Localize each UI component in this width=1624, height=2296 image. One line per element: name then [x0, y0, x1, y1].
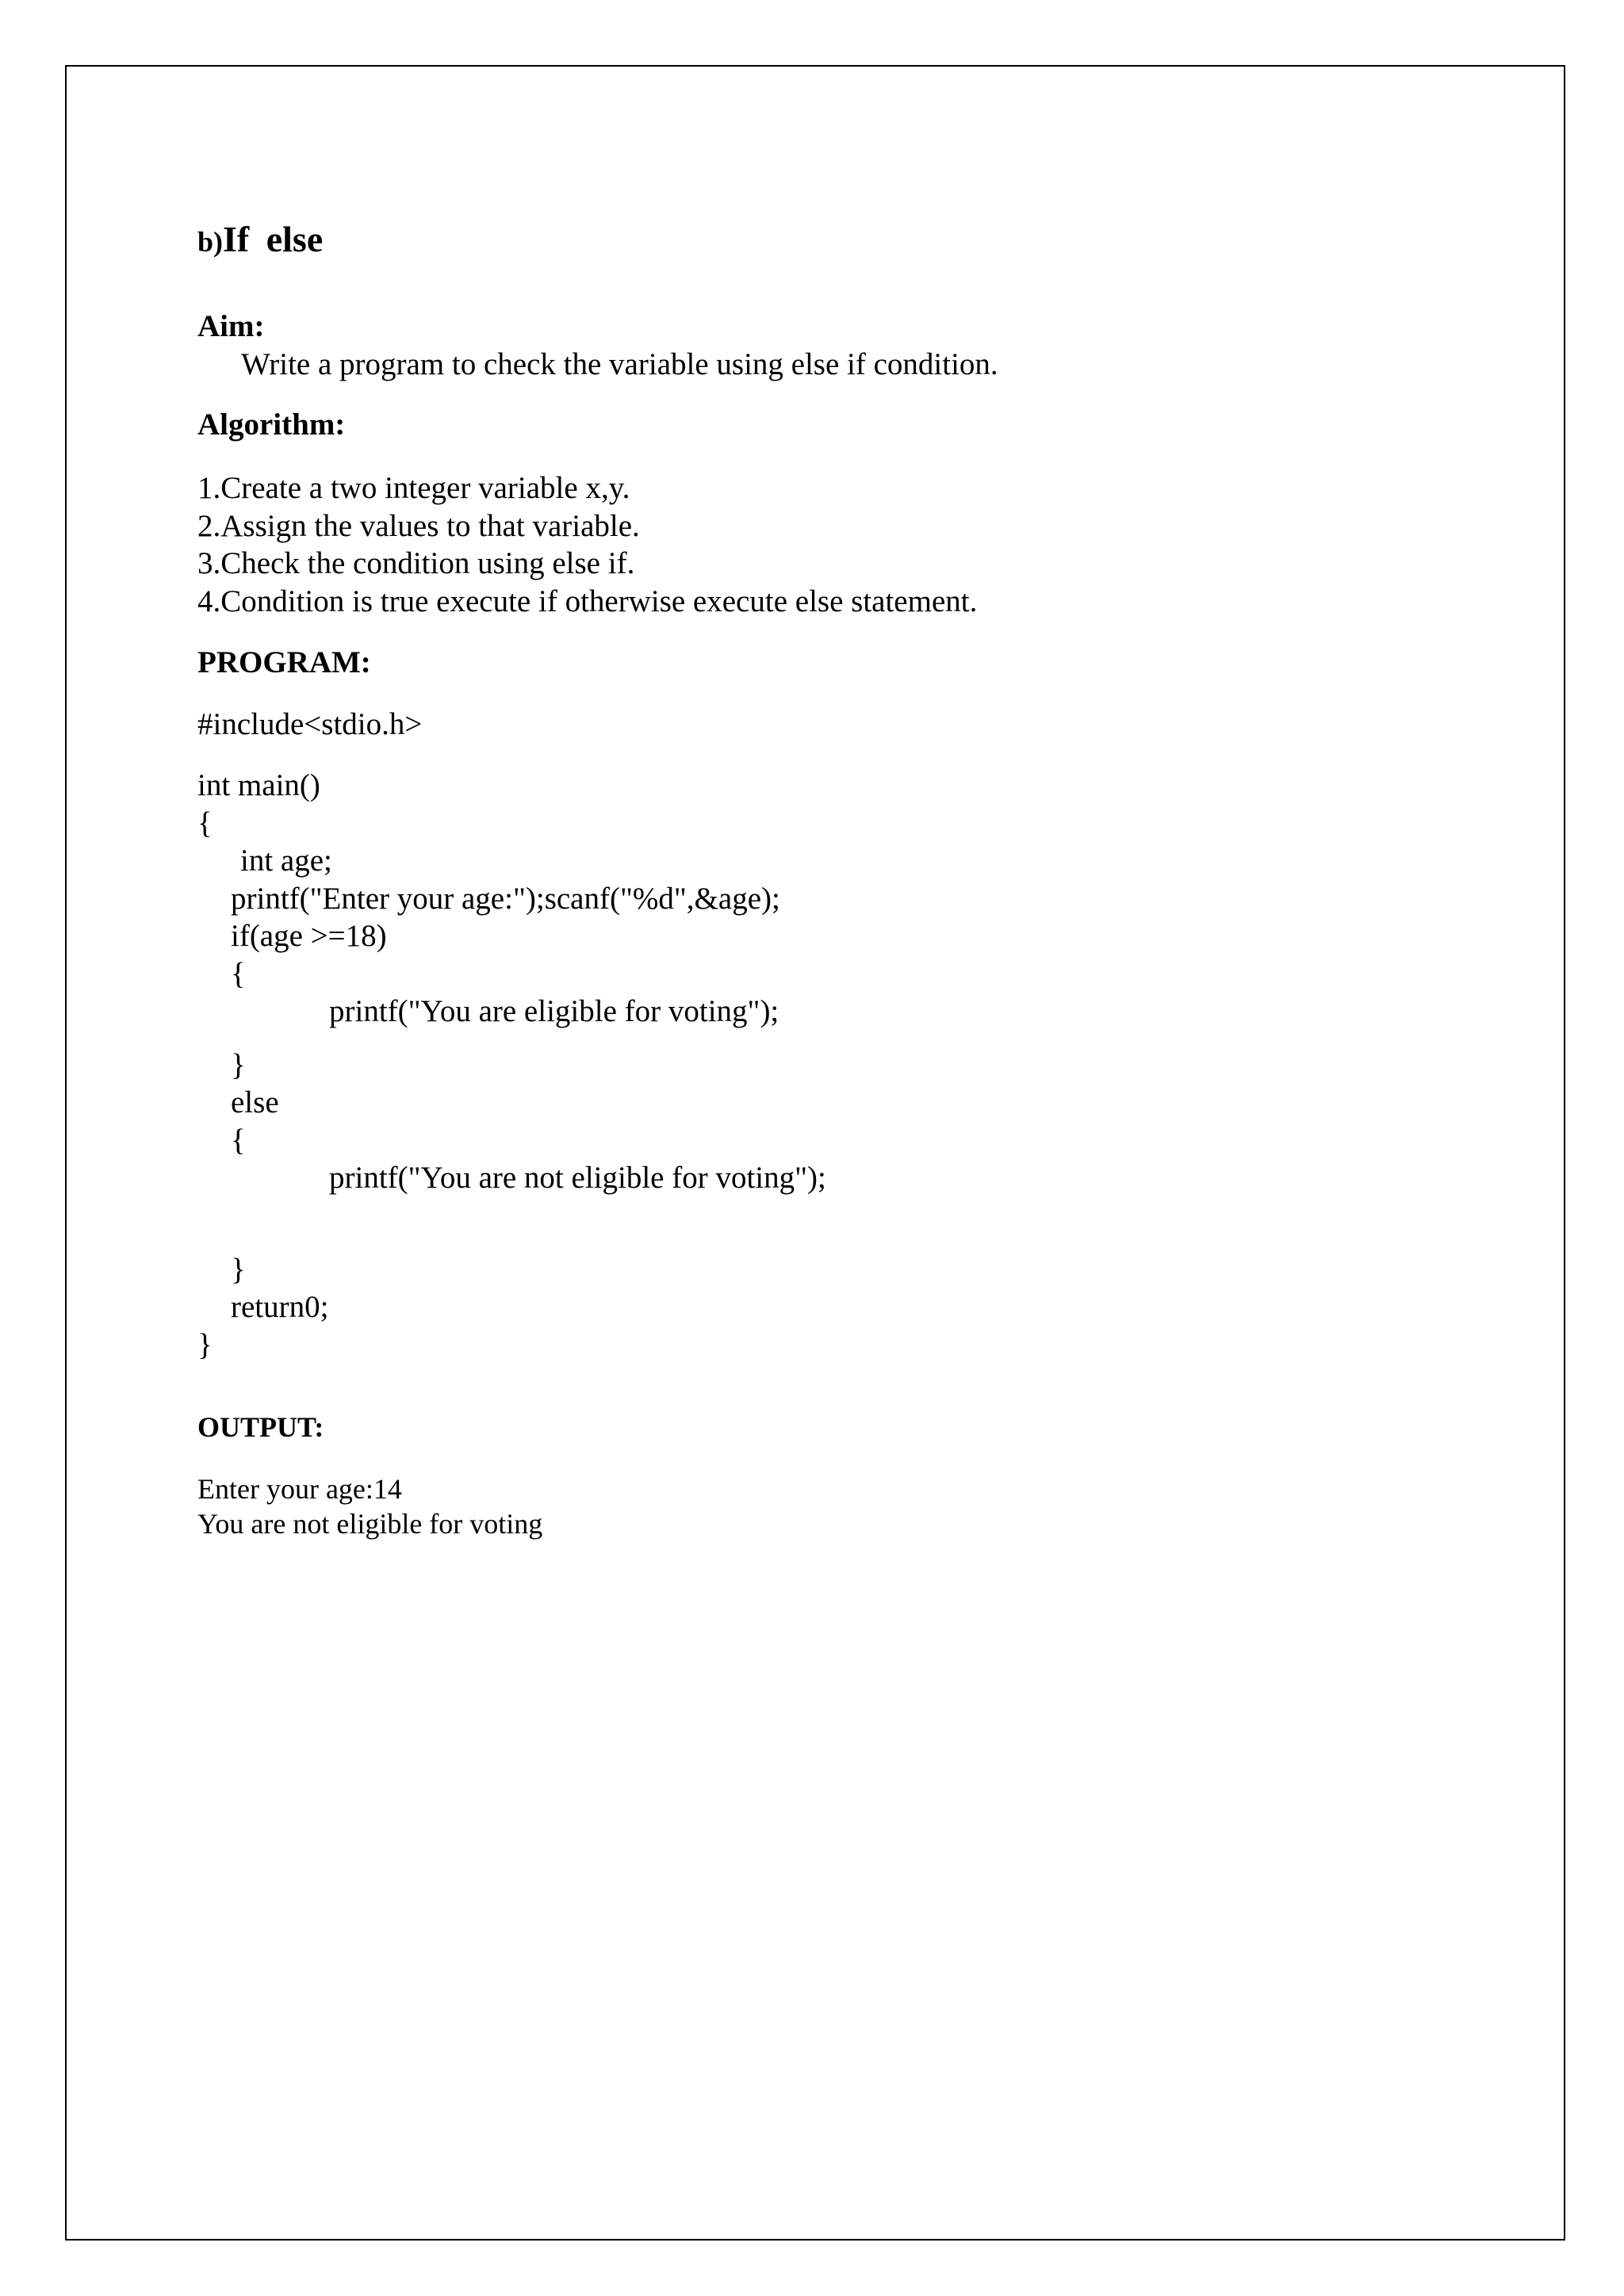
- code-line: int main(): [197, 768, 320, 802]
- document-content: [197, 216, 1506, 1541]
- aim-heading: Aim:: [197, 309, 265, 343]
- algorithm-step: 1.Create a two integer variable x,y.: [197, 471, 630, 505]
- code-line: else: [231, 1085, 279, 1119]
- code-line: printf("Enter your age:");scanf("%d",&age);: [231, 881, 780, 916]
- output-block: [197, 1471, 1506, 1541]
- algorithm-heading: Algorithm:: [197, 408, 346, 442]
- code-spacer: [197, 1031, 1506, 1047]
- code-line: if(age >=18): [231, 919, 387, 953]
- algorithm-steps: [197, 469, 1506, 620]
- code-spacer: [197, 1197, 1506, 1251]
- aim-text: Write a program to check the variable using else if condition.: [241, 347, 998, 381]
- program-heading: PROGRAM:: [197, 645, 371, 679]
- section-title: [197, 216, 1506, 263]
- output-heading: OUTPUT:: [197, 1411, 324, 1443]
- code-line: }: [197, 1327, 213, 1362]
- algorithm-step: 3.Check the condition using else if.: [197, 546, 635, 580]
- code-line: }: [231, 1047, 246, 1082]
- code-line: int age;: [240, 844, 332, 878]
- code-line: {: [231, 956, 246, 991]
- code-line: printf("You are not eligible for voting");: [329, 1161, 826, 1195]
- algorithm-step: 2.Assign the values to that variable.: [197, 508, 640, 543]
- section-title-main: If else: [223, 219, 324, 259]
- include-line: #include<stdio.h>: [197, 707, 423, 741]
- code-block: [197, 767, 1506, 1364]
- code-line: {: [231, 1123, 246, 1158]
- output-line: You are not eligible for voting: [197, 1508, 543, 1540]
- code-line: {: [197, 806, 213, 840]
- section-title-prefix: b): [197, 226, 224, 258]
- output-line: Enter your age:14: [197, 1473, 402, 1505]
- code-line: }: [231, 1252, 246, 1287]
- code-line: printf("You are eligible for voting");: [329, 994, 779, 1028]
- code-line: return0;: [231, 1290, 329, 1324]
- algorithm-step: 4.Condition is true execute if otherwise execute else statement.: [197, 584, 978, 618]
